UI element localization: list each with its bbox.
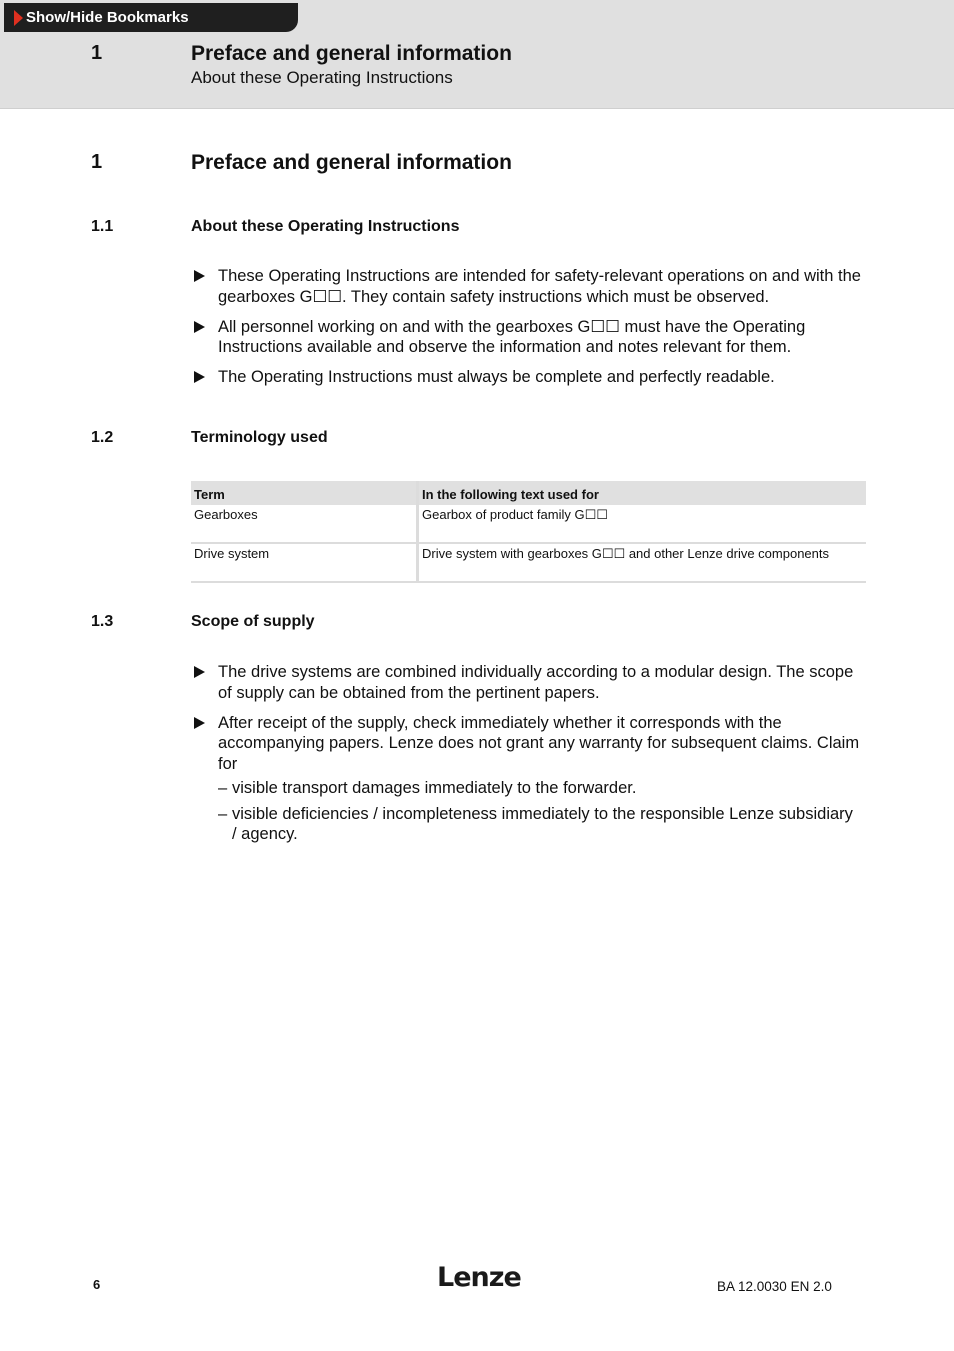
table-cell: Gearbox of product family G☐☐ — [418, 505, 867, 543]
header-chapter-number: 1 — [91, 42, 103, 64]
table-cell: Gearboxes — [191, 505, 418, 543]
sublist-text: visible transport damages immediately to the forwarder. — [232, 779, 637, 797]
bullet-item — [191, 317, 861, 358]
section-number: 1.3 — [91, 613, 114, 630]
chapter-number: 1 — [91, 151, 103, 173]
lenze-logo: Lenze — [437, 1262, 521, 1293]
document-id: BA 12.0030 EN 2.0 — [717, 1279, 832, 1294]
triangle-right-icon — [14, 10, 23, 26]
dash-marker: – — [218, 804, 228, 823]
table-row — [191, 505, 866, 543]
bullet-text: The Operating Instructions must always be complete and perfectly readable. — [218, 368, 775, 386]
bullet-item — [191, 266, 861, 307]
page-number: 6 — [93, 1277, 101, 1292]
section-1-3-bullet-list — [191, 662, 861, 854]
header-section-subtitle: About these Operating Instructions — [191, 68, 453, 87]
table-cell: Drive system with gearboxes G☐☐ and other Lenze drive components — [418, 543, 867, 582]
bullet-triangle-icon — [194, 321, 205, 333]
table-row — [191, 543, 866, 582]
bookmarks-button-label: Show/Hide Bookmarks — [26, 9, 189, 26]
bullet-item — [191, 367, 861, 388]
sublist-item — [218, 804, 861, 845]
table-header-term: Term — [191, 481, 418, 505]
dash-marker: – — [218, 779, 228, 797]
page-header-band — [0, 0, 954, 109]
section-number: 1.2 — [91, 429, 114, 446]
bullet-text: All personnel working on and with the gearboxes G☐☐ must have the Operating Instructions available and observe the information and notes relevant for them. — [218, 317, 806, 356]
bullet-text: After receipt of the supply, check immediately whether it corresponds with the accompanying papers. Lenze does not grant any warranty for subsequent claims. Claim for — [218, 713, 860, 773]
section-title: Scope of supply — [191, 613, 315, 630]
table-cell: Drive system — [191, 543, 418, 582]
sublist-text: visible deficiencies / incompleteness immediately to the responsible Lenze subsidiary / agency. — [232, 804, 853, 843]
section-title: About these Operating Instructions — [191, 218, 460, 235]
bullet-triangle-icon — [194, 371, 205, 383]
bullet-item — [191, 662, 861, 703]
table-header-row — [191, 481, 866, 505]
bullet-text: These Operating Instructions are intended for safety-relevant operations on and with the gearboxes G☐☐. They contain safety instructions which must be observed. — [218, 267, 861, 306]
table-header-usage: In the following text used for — [418, 481, 867, 505]
bullet-triangle-icon — [194, 270, 205, 282]
bullet-triangle-icon — [194, 666, 205, 678]
claim-sublist — [218, 778, 861, 845]
bullet-triangle-icon — [194, 717, 205, 729]
chapter-title: Preface and general information — [191, 151, 512, 174]
bullet-item — [191, 713, 861, 845]
section-title: Terminology used — [191, 429, 328, 446]
header-chapter-title: Preface and general information — [191, 42, 512, 65]
sublist-item — [218, 778, 861, 799]
terminology-table — [191, 481, 866, 583]
show-hide-bookmarks-button[interactable] — [4, 3, 298, 32]
section-number: 1.1 — [91, 218, 114, 235]
bullet-text: The drive systems are combined individually according to a modular design. The scope of supply can be obtained from the pertinent papers. — [218, 663, 854, 702]
section-1-1-bullet-list — [191, 266, 861, 397]
